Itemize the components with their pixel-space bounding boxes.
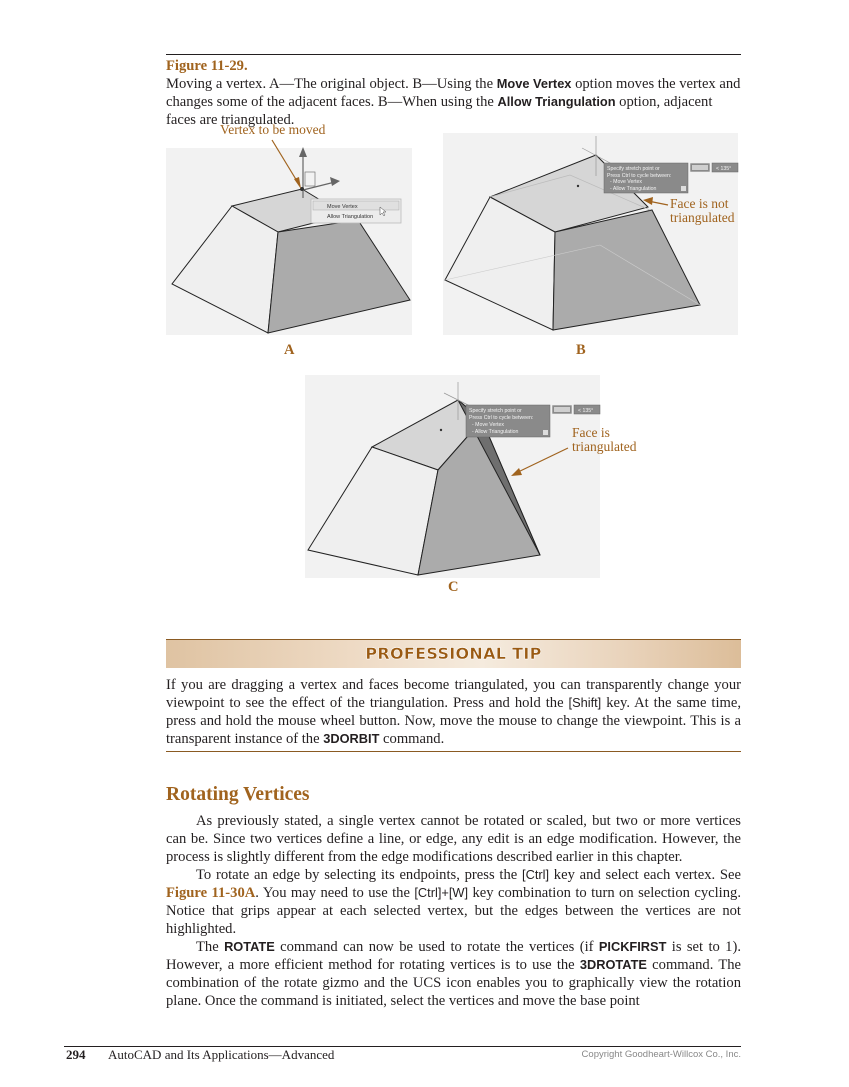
tooltip-line: - Move Vertex [610,179,643,185]
text-run: option, adjacent faces are triangulated. [166,94,713,128]
text-run: Moving a vertex. A—The original object. B—Using the [166,76,497,92]
angle-readout: < 135° [716,166,732,172]
paragraph [166,812,741,866]
page-number: 294 [66,1047,86,1062]
text-run: key combination to turn on selection cycling. Notice that grips appear at each selected vertex, but the edges between the vertices are not highlighted. [166,885,741,937]
text-run: is set to 1). However, a more efficient method for rotating vertices is to use the [166,939,741,973]
text-run: The [196,939,225,955]
panel-label-c: C [448,579,459,595]
menu-item-allow-triangulation: Allow Triangulation [327,214,374,220]
key-name: [Shift] [568,695,602,710]
professional-tip-title: PROFESSIONAL TIP [365,644,542,663]
callout-vertex-to-be-moved: Vertex to be moved [220,122,326,137]
text-run: As previously stated, a single vertex cannot be rotated or scaled, but two or more vertices can be. Since two vertices define a line, or edge, any edit is an edge modification. However, the process is slightly different from the edge modifications described earlier in this chapter. [166,813,741,865]
key-name: [Ctrl] [522,867,550,882]
callout-face-not-triangulated [670,197,734,225]
copyright: Copyright Goodheart-Willcox Co., Inc. [581,1049,741,1060]
tooltip-line: - Move Vertex [472,422,505,428]
tooltip-line: - Allow Triangulation [610,186,657,192]
text-run: . You may need to use the [255,885,415,901]
text-run: To rotate an edge by selecting its endpoints, press the [196,867,523,883]
text-run: If you are dragging a vertex and faces become triangulated, you can transparently change your viewpoint to see the effect of the triangulation. Press and hold the [166,677,741,711]
text-run: command. [379,731,445,747]
text-run: key. At the same time, press and hold the mouse wheel button. Now, move the mouse to change the viewpoint. This is a transparent instance of the [166,695,741,747]
tooltip-line: Specify stretch point or [607,166,660,172]
command-term: Allow Triangulation [497,94,616,109]
callout-line: Face is not [670,196,729,211]
tooltip-line: Press Ctrl to cycle between: [469,415,534,421]
callout-line: Face is [572,425,610,440]
command-term: Move Vertex [496,76,572,91]
panel-a-image [166,140,412,335]
text-run: option moves the vertex and changes some of the adjacent faces. B—When using the [166,76,741,110]
text-run: command. The combination of the rotate gizmo and the UCS icon enables you to graphically view the rotation plane. Once the command is initiated, select the vertices and move the base point [166,957,742,1009]
tooltip-line: Press Ctrl to cycle between: [607,173,672,179]
professional-tip-text [166,676,741,748]
callout-face-triangulated [572,426,636,454]
callout-line: triangulated [670,210,735,225]
command-term: 3DROTATE [579,957,647,972]
tooltip-line: Specify stretch point or [469,408,522,414]
section-heading: Rotating Vertices [166,784,310,805]
text-run: key and select each vertex. See [549,867,741,883]
panel-b-image [443,133,738,335]
figure-reference[interactable]: Figure 11-30A [166,885,256,901]
book-title: AutoCAD and Its Applications—Advanced [108,1047,335,1062]
tip-bottom-rule [166,751,741,752]
panel-label-a: A [284,342,295,358]
paragraph [166,938,741,1010]
menu-item-move-vertex: Move Vertex [327,204,358,210]
panel-c-image [305,375,600,578]
command-term: PICKFIRST [598,939,667,954]
command-term: 3DORBIT [323,731,380,746]
panel-label-b: B [576,342,586,358]
professional-tip-banner [166,640,741,668]
paragraph [166,866,741,938]
key-name: [Ctrl]+[W] [414,885,469,900]
section-body [166,812,741,1010]
panel-a-context-menu [311,199,401,223]
text-run: command can now be used to rotate the vertices (if [274,939,599,955]
angle-readout: < 135° [578,408,594,414]
command-term: ROTATE [224,939,275,954]
callout-line: triangulated [572,439,637,454]
tooltip-line: - Allow Triangulation [472,429,519,435]
figure-number: Figure 11-29. [166,58,248,74]
